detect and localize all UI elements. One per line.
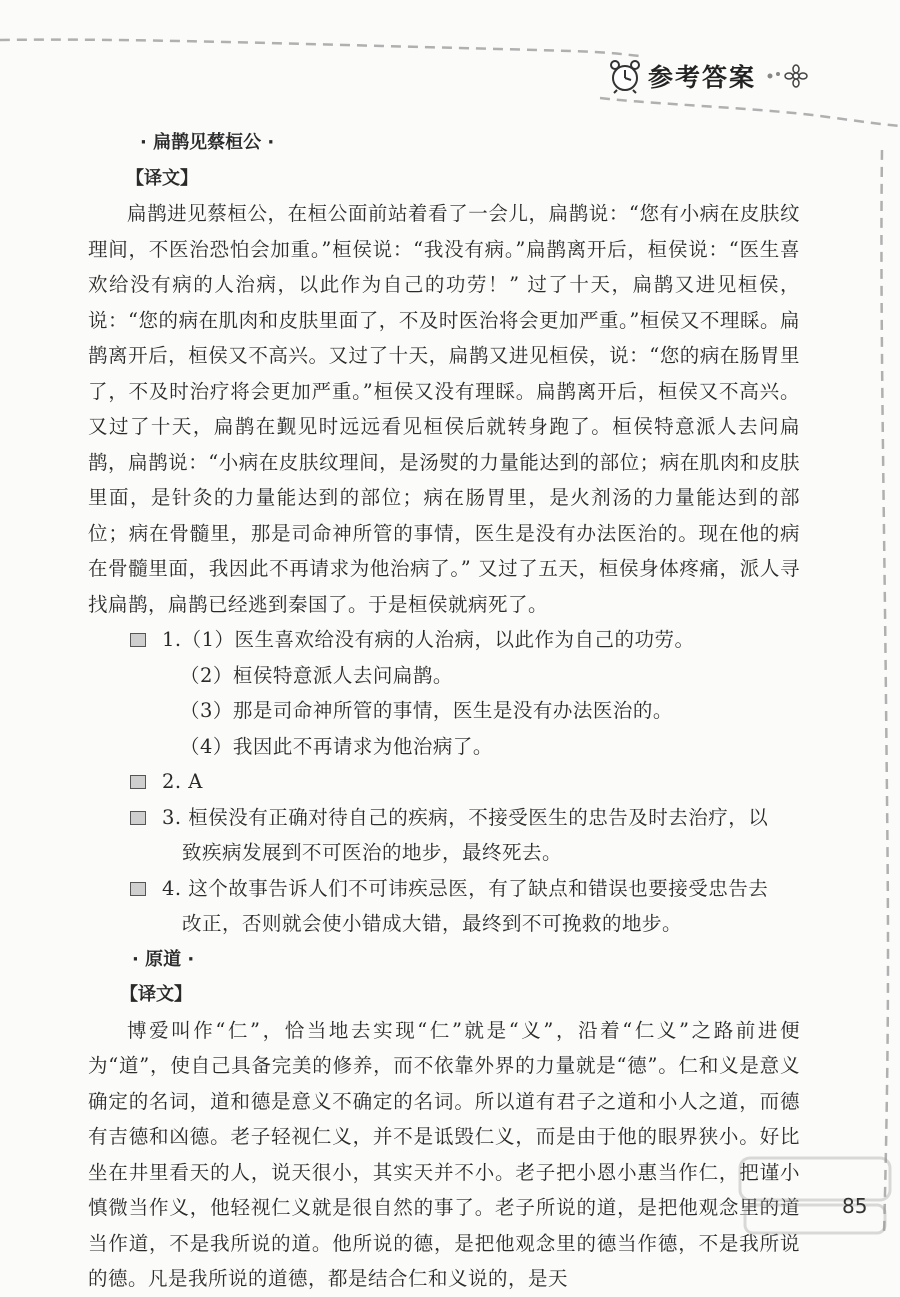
page-number: 85 [842, 1194, 868, 1218]
paragraph-line: 见桓侯，说：“您的病在肌肉和皮肤里面了，不及时医治将会更加严重。”桓侯 [88, 273, 800, 332]
paragraph-line: 达到的部位；病在肌肉和皮肤里面，是针灸的力量能达到的部位；病在肠胃 [88, 450, 800, 509]
paragraph-line: “医生喜欢给没有病的人治病，以此作为自己的功劳！” 过了十天，扁鹊又进 [88, 237, 800, 296]
paragraph-line: 肤纹理间，不医治恐怕会加重。”桓侯说：“我没有病。”扁鹊离开后，桓侯说： [88, 202, 800, 261]
header-title: 参考答案 [648, 63, 757, 92]
answer-line: （3）那是司命神所管的事情，医生是没有办法医治的。 [180, 699, 673, 722]
paragraph-line: 扁鹊进见蔡桓公，在桓公面前站着看了一会儿，扁鹊说：“您有小病在皮 [127, 202, 760, 225]
answer-box-icon [130, 633, 146, 647]
answer-4 [80, 871, 800, 942]
paragraph-line: 了。桓侯特意派人去问扁鹊，扁鹊说：“小病在皮肤纹理间，是汤熨的力量能 [88, 415, 800, 474]
paragraph-line: “您的病在肠胃里了，不及时治疗将会更加严重。”桓侯又没有理睬。扁鹊离 [88, 344, 800, 403]
paragraph-line: 开后，桓侯又不高兴。又过了十天，扁鹊在觐见时远远看见桓侯后就转身跑 [88, 379, 800, 438]
answer-2 [80, 764, 800, 800]
paragraph-line: 是桓侯就病死了。 [388, 592, 549, 616]
paragraph-line: 是把他观念里的道当作道，不是我所说的道。他所说的德，是把他观念里的 [88, 1196, 800, 1255]
page-header [608, 56, 812, 96]
paragraph-line: 义确定的名词，道和德是意义不确定的名词。所以道有君子之道和小人之 [88, 1054, 800, 1113]
answer-box-icon [130, 811, 146, 825]
paragraph-line: 道，而德有吉德和凶德。老子轻视仁义，并不是诋毁仁义，而是由于他的眼界 [88, 1089, 800, 1148]
answer-line: 改正，否则就会使小错成大错，最终到不可挽救的地步。 [182, 912, 683, 935]
answer-content [80, 125, 800, 1297]
translation-paragraph [88, 196, 800, 622]
section-title-bianque: · 扁鹊见蔡桓公 · [140, 132, 275, 153]
alarm-clock-icon [608, 58, 642, 94]
answer-line: 致疾病发展到不可医治的地步，最终死去。 [182, 841, 563, 864]
paragraph-line: 生是没有办法医治的。现在他的病在骨髓里面，我因此不再请求为他治病 [88, 521, 800, 580]
paragraph-line: 狭小。好比坐在井里看天的人，说天很小，其实天并不小。老子把小恩小惠 [88, 1125, 800, 1184]
answer-3 [80, 800, 800, 871]
answer-line: （4）我因此不再请求为他治病了。 [180, 734, 493, 758]
paragraph-line: “道”，使自己具备完美的修养，而不依靠外界的力量就是“德”。仁和义是意 [108, 1054, 780, 1077]
translation-label: 【译文】 [120, 984, 192, 1005]
paragraph-line: 了。” 又过了五天，桓侯身体疼痛，派人寻找扁鹊，扁鹊已经逃到秦国了。于 [88, 557, 800, 616]
answer-line: （2）桓侯特意派人去问扁鹊。 [180, 663, 453, 687]
flower-decoration-icon [762, 64, 812, 88]
section-title-yuandao: · 原道 · [132, 948, 195, 970]
translation-paragraph [88, 1013, 800, 1297]
answer-box-icon [130, 882, 146, 896]
answer-1 [80, 622, 800, 764]
paragraph-line: 德当作德，不是我所说的德。凡是我所说的道德，都是结合仁和义说的，是天 [88, 1231, 800, 1290]
answer-line: 3. 桓侯没有正确对待自己的疾病，不接受医生的忠告及时去治疗，以 [162, 805, 769, 829]
translation-label: 【译文】 [126, 167, 198, 189]
paragraph-line: 里，是火剂汤的力量能达到的部位；病在骨髓里，那是司命神所管的事情，医 [88, 486, 800, 545]
paragraph-line: 当作仁，把谨小慎微当作义，他轻视仁义就是很自然的事了。老子所说的道， [88, 1160, 800, 1219]
watermark-logo [735, 1150, 895, 1240]
answer-line: 1.（1）医生喜欢给没有病的人治病，以此作为自己的功劳。 [162, 628, 695, 651]
answer-line: 4. 这个故事告诉人们不可讳疾忌医，有了缺点和错误也要接受忠告去 [162, 876, 769, 900]
paragraph-line: 又不理睬。扁鹊离开后，桓侯又不高兴。又过了十天，扁鹊又进见桓侯，说： [88, 308, 800, 367]
paragraph-line: 博爱叫作“仁”，恰当地去实现“仁”就是“义”，沿着“仁义”之路前进便为 [88, 1018, 800, 1077]
answer-box-icon [130, 775, 146, 789]
answer-line: 2. A [162, 770, 203, 793]
